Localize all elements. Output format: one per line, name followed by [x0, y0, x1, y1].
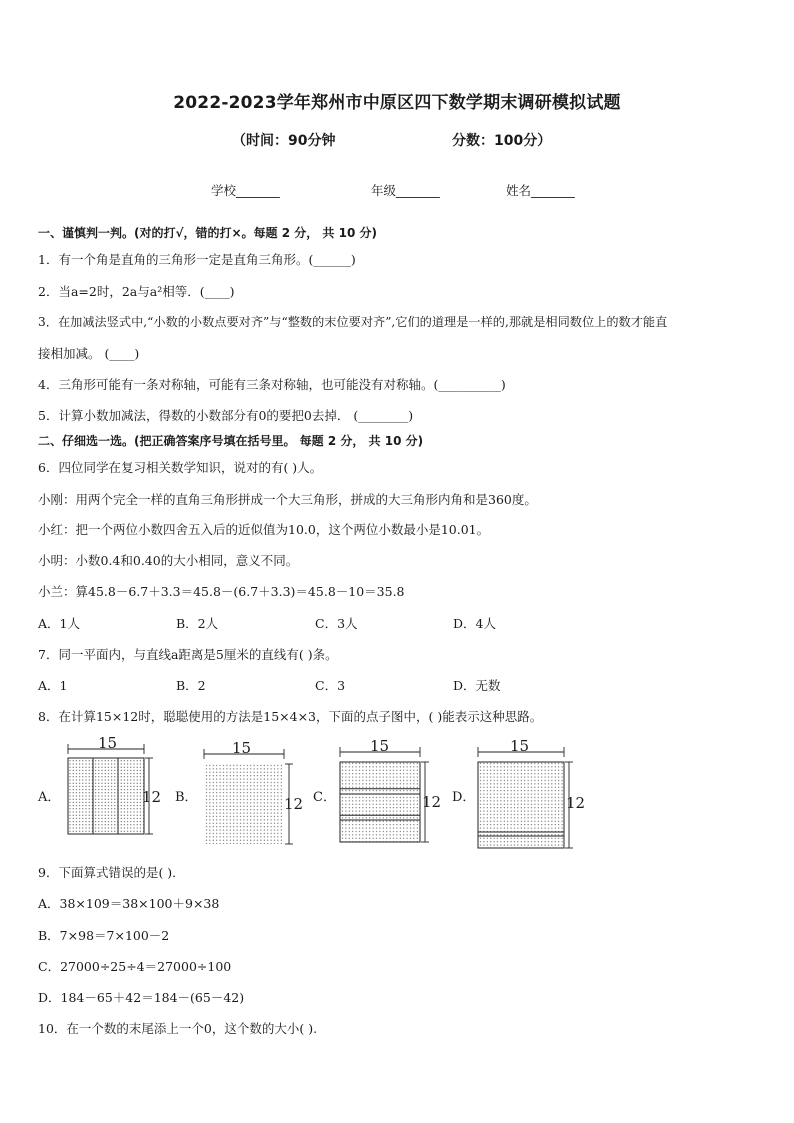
q8-option-b[interactable]: B．: [175, 790, 198, 805]
q8-c-height-label: 12: [422, 793, 442, 811]
name-field[interactable]: 姓名_______: [506, 183, 575, 198]
q8-figure-b: [198, 740, 308, 850]
q6-option-c[interactable]: C．3人: [315, 616, 358, 631]
question-1: 1．有一个角是直角的三角形一定是直角三角形。(______): [38, 252, 356, 267]
q6-statement-xiaogang: 小刚：用两个完全一样的直角三角形拼成一个大三角形，拼成的大三角形内角和是360度。: [38, 492, 537, 507]
q7-option-b[interactable]: B．2: [176, 678, 206, 693]
question-7: 7．同一平面内，与直线a距离是5厘米的直线有( )条。: [38, 647, 338, 662]
q6-option-b[interactable]: B．2人: [176, 616, 219, 631]
q9-option-a[interactable]: A．38×109＝38×100＋9×38: [38, 896, 220, 911]
q8-figure-d: [472, 738, 584, 850]
q9-option-c[interactable]: C．27000÷25÷4＝27000÷100: [38, 959, 232, 974]
q6-option-d[interactable]: D．4人: [453, 616, 496, 631]
question-6: 6．四位同学在复习相关数学知识，说对的有( )人。: [38, 460, 323, 475]
q6-statement-xiaoming: 小明：小数0.4和0.40的大小相同，意义不同。: [38, 553, 299, 568]
q8-option-d[interactable]: D．: [452, 790, 476, 805]
page-title: 2022-2023学年郑州市中原区四下数学期末调研模拟试题: [173, 93, 621, 113]
q8-option-a[interactable]: A．: [38, 790, 61, 805]
q7-option-c[interactable]: C．3: [315, 678, 346, 693]
q6-statement-xiaohong: 小红：把一个两位小数四舍五入后的近似值为10.0，这个两位小数最小是10.01。: [38, 522, 490, 537]
question-5: 5．计算小数加减法，得数的小数部分有0的要把0去掉． (________): [38, 408, 414, 423]
total-score: 分数：100分）: [452, 133, 552, 149]
q6-statement-xiaolan: 小兰：算45.8－6.7＋3.3＝45.8－(6.7＋3.3)＝45.8－10＝35.8: [38, 584, 405, 599]
q8-b-width-label: 15: [232, 739, 252, 757]
q8-d-height-label: 12: [566, 794, 586, 812]
q6-option-a[interactable]: A．1人: [38, 616, 80, 631]
question-2: 2．当a=2时，2a与a²相等．(____): [38, 284, 235, 299]
q7-option-d[interactable]: D．无数: [453, 678, 501, 693]
q8-option-c[interactable]: C．: [313, 790, 336, 805]
question-9: 9．下面算式错误的是( )．: [38, 865, 185, 880]
time-limit: （时间：90分钟: [232, 133, 336, 149]
q8-a-height-label: 12: [142, 788, 162, 806]
question-4: 4．三角形可能有一条对称轴，可能有三条对称轴，也可能没有对称轴。(__________): [38, 377, 506, 392]
q8-d-width-label: 15: [510, 737, 530, 755]
question-3: 3．在加减法竖式中,“小数的小数点要对齐”与“整数的末位要对齐”,它们的道理是一样的,那就是相同数位上的数才能直: [38, 315, 668, 329]
section-1-heading: 一、谨慎判一判。(对的打√，错的打×。每题 2 分， 共 10 分): [38, 226, 377, 240]
section-2-heading: 二、仔细选一选。(把正确答案序号填在括号里。 每题 2 分， 共 10 分): [38, 434, 424, 448]
q9-option-b[interactable]: B．7×98＝7×100－2: [38, 928, 170, 943]
grade-field[interactable]: 年级_______: [371, 183, 440, 198]
question-10: 10．在一个数的末尾添上一个0，这个数的大小( ).: [38, 1021, 318, 1036]
q8-figure-c: [334, 738, 446, 850]
q9-option-d[interactable]: D．184－65＋42＝184－(65－42): [38, 990, 245, 1005]
q8-a-width-label: 15: [98, 734, 118, 752]
question-8: 8．在计算15×12时，聪聪使用的方法是15×4×3，下面的点子图中，( )能表示这种思路。: [38, 709, 543, 724]
q8-c-width-label: 15: [370, 737, 390, 755]
q8-figure-a: [62, 734, 162, 840]
school-field[interactable]: 学校_______: [211, 183, 280, 198]
q8-b-height-label: 12: [284, 795, 304, 813]
question-3-cont: 接相加减。 (____): [38, 346, 140, 361]
q7-option-a[interactable]: A．1: [38, 678, 68, 693]
